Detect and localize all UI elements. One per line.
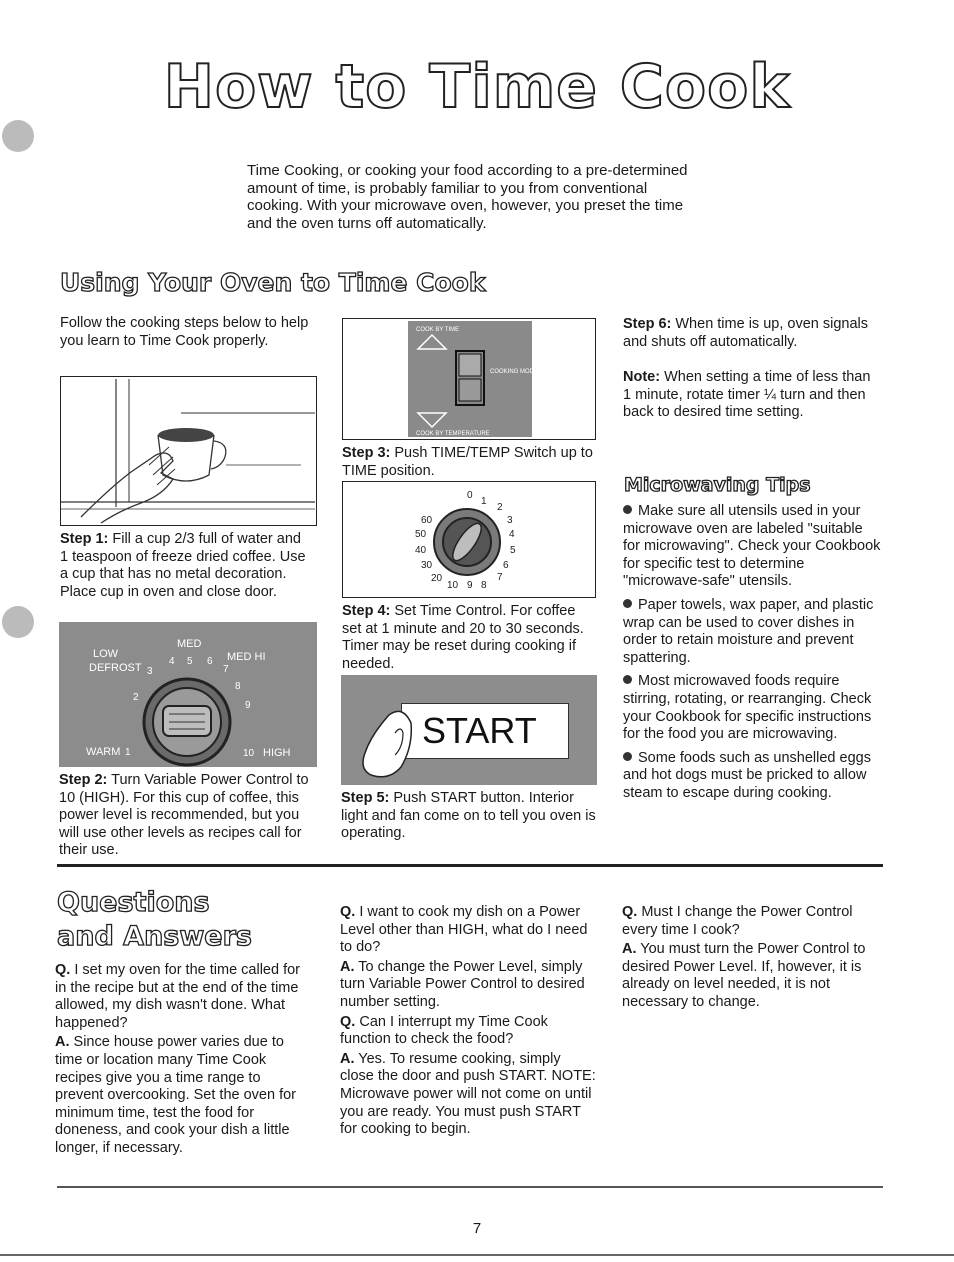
step3-text (342, 445, 598, 480)
timer-num-3: 3 (507, 515, 513, 526)
switch-top-label: COOK BY TIME (416, 327, 460, 333)
answer-3 (340, 1051, 598, 1139)
answer-1 (55, 1034, 310, 1157)
timer-num-30: 30 (421, 560, 433, 571)
qa-heading (57, 886, 252, 954)
step6-body: When time is up, oven signals and shuts off automatically. (623, 316, 868, 350)
bullet-icon (623, 505, 632, 514)
timer-num-50: 50 (415, 529, 427, 540)
a-label: A. (340, 958, 355, 975)
answer-4 (622, 941, 880, 1011)
power-num-5: 5 (187, 656, 193, 667)
step1-text (60, 531, 313, 601)
power-dial-drawing (59, 622, 317, 767)
bullet-icon (623, 752, 632, 761)
power-medhi-label: MED HI (227, 651, 266, 663)
intro-paragraph: Time Cooking, or cooking your food according to a pre-determined amount of time, is probably familiar to you from conventional cooking. With your microwave oven, however, you preset the time and the oven turns off automatically. (247, 162, 688, 232)
tip-text: Most microwaved foods require stirring, rotating, or rearranging. Check your Cookbook for specific instructions for the food you are microwaving. (623, 673, 872, 743)
step6-text (623, 316, 881, 351)
qa-item-2 (340, 904, 598, 1139)
power-num-3: 3 (147, 666, 153, 677)
power-num-2: 2 (133, 692, 139, 703)
power-num-1: 1 (125, 747, 131, 758)
step1-label: Step 1: (60, 531, 109, 547)
power-num-4: 4 (169, 656, 175, 667)
tip-text: Paper towels, wax paper, and plastic wrap can be used to cover dishes in order to retain moisture and prevent spattering. (623, 596, 874, 666)
start-button-label: START (422, 710, 537, 751)
start-button-panel (341, 675, 597, 785)
step4-label: Step 4: (342, 603, 391, 619)
step5-body: Push START button. Interior light and fan come on to tell you oven is operating. (341, 790, 596, 842)
tips-list (623, 503, 881, 803)
switch-illustration (342, 318, 596, 440)
section-divider (57, 864, 883, 867)
q-label: Q. (622, 904, 638, 920)
timer-num-8: 8 (481, 580, 487, 591)
answer-text: To change the Power Level, simply turn Variable Power Control to desired number setting. (340, 958, 585, 1010)
timer-num-7: 7 (497, 572, 503, 583)
step6-label: Step 6: (623, 316, 672, 332)
power-num-9: 9 (245, 700, 251, 711)
question-3 (340, 1014, 598, 1049)
lead-paragraph: Follow the cooking steps below to help you learn to Time Cook properly. (60, 315, 309, 349)
timer-num-20: 20 (431, 573, 443, 584)
bullet-icon (623, 599, 632, 608)
switch-panel (408, 321, 572, 437)
question-text: Can I interrupt my Time Cook function to check the food? (340, 1013, 548, 1048)
question-2 (340, 904, 598, 957)
tip-item (623, 750, 881, 803)
switch-side-label: COOKING MODE SELECTOR (490, 369, 572, 375)
switch-bottom-label: COOK BY TEMPERATURE (416, 431, 490, 437)
timer-num-1: 1 (481, 496, 487, 507)
qa-item-1 (55, 962, 310, 1158)
question-text: I set my oven for the time called for in the recipe but at the end of the time allowed, my dish wasn't done. What happened? (55, 962, 300, 1031)
step3-label: Step 3: (342, 445, 391, 461)
note-text (623, 369, 881, 422)
tip-item (623, 597, 881, 667)
timer-dial-drawing (343, 482, 594, 596)
timer-num-4: 4 (509, 529, 515, 540)
answer-2 (340, 959, 598, 1012)
a-label: A. (622, 941, 637, 958)
timer-num-60: 60 (421, 515, 433, 526)
timer-num-10: 10 (447, 580, 459, 591)
timer-num-5: 5 (510, 545, 516, 556)
answer-text: Since house power varies due to time or location many Time Cook recipes give you a time range to prevent overcooking. Set the oven for minimum time, test the food for doneness, and cook your dish a little longer, if necessary. (55, 1034, 297, 1156)
binder-hole-top (2, 120, 34, 152)
power-low-label: LOW (93, 648, 119, 660)
timer-num-0: 0 (467, 490, 473, 501)
step1-body: Fill a cup 2/3 full of water and 1 teaspoon of freeze dried coffee. Use a cup that has no metal decoration. Place cup in oven and close door. (60, 531, 306, 600)
timer-num-40: 40 (415, 545, 427, 556)
power-num-7: 7 (223, 664, 229, 675)
power-num-10: 10 (243, 748, 255, 759)
step4-text (342, 603, 598, 673)
power-med-label: MED (177, 638, 202, 650)
hand-cup-drawing (61, 377, 315, 524)
answer-text: You must turn the Power Control to desired Power Level. If, however, it is already on level needed, it is not necessary to change. (622, 941, 866, 1010)
bottom-divider (57, 1186, 883, 1188)
question-text: I want to cook my dish on a Power Level other than HIGH, what do I need to do? (340, 904, 588, 956)
page-title: How to Time Cook (163, 52, 791, 122)
section-heading-using: Using Your Oven to Time Cook (60, 268, 486, 297)
timer-illustration (342, 481, 596, 598)
step4-body: Set Time Control. For coffee set at 1 minute and 20 to 30 seconds. Timer may be reset during cooking if needed. (342, 603, 584, 672)
question-1 (55, 962, 310, 1032)
timer-num-6: 6 (503, 560, 509, 571)
cup-illustration (60, 376, 317, 526)
power-high-label: HIGH (263, 747, 291, 759)
tip-item (623, 673, 881, 743)
step5-text (341, 790, 598, 843)
footer-rule (0, 1254, 954, 1256)
power-num-6: 6 (207, 656, 213, 667)
tip-text: Some foods such as unshelled eggs and hot dogs must be pricked to allow steam to escape during cooking. (623, 749, 871, 801)
step2-label: Step 2: (59, 772, 108, 788)
a-label: A. (340, 1050, 355, 1067)
power-defrost-label: DEFROST (89, 662, 142, 674)
power-warm-label: WARM (86, 746, 121, 758)
tip-item (623, 503, 881, 591)
note-label: Note: (623, 369, 661, 385)
step2-body: Turn Variable Power Control to 10 (HIGH). For this cup of coffee, this power level is recommended, but you will use other levels as recipes call for their use. (59, 772, 309, 859)
pointing-hand-icon (341, 675, 431, 785)
timer-num-9: 9 (467, 580, 473, 591)
page-number: 7 (472, 1220, 482, 1237)
question-4 (622, 904, 880, 939)
answer-text: Yes. To resume cooking, simply close the door and push START. NOTE: Microwave power will not come on until you are ready. You must push START for cooking to begin. (340, 1050, 596, 1138)
qa-heading-line2: and Answers (57, 921, 252, 952)
step3-body: Push TIME/TEMP Switch up to TIME position. (342, 445, 593, 479)
a-label: A. (55, 1034, 70, 1051)
qa-item-4 (622, 904, 880, 1012)
step5-label: Step 5: (341, 790, 390, 806)
power-dial-panel (59, 622, 317, 767)
bullet-icon (623, 675, 632, 684)
timer-num-2: 2 (497, 502, 503, 513)
q-label: Q. (340, 904, 356, 920)
power-num-8: 8 (235, 681, 241, 692)
qa-heading-line1: Questions (57, 887, 210, 918)
question-text: Must I change the Power Control every time I cook? (622, 904, 853, 938)
binder-hole-middle (2, 606, 34, 638)
q-label: Q. (55, 962, 71, 978)
time-temp-switch-drawing (408, 321, 572, 437)
step2-text (59, 772, 313, 860)
tip-text: Make sure all utensils used in your microwave oven are labeled "suitable for microwaving". Check your Cookbook for specific test to determine "microwave-safe" utensils. (623, 503, 881, 590)
note-body: When setting a time of less than 1 minute, rotate timer ¼ turn and then back to desired time setting. (623, 369, 871, 421)
q-label: Q. (340, 1013, 356, 1030)
tips-heading: Microwaving Tips (624, 474, 811, 496)
